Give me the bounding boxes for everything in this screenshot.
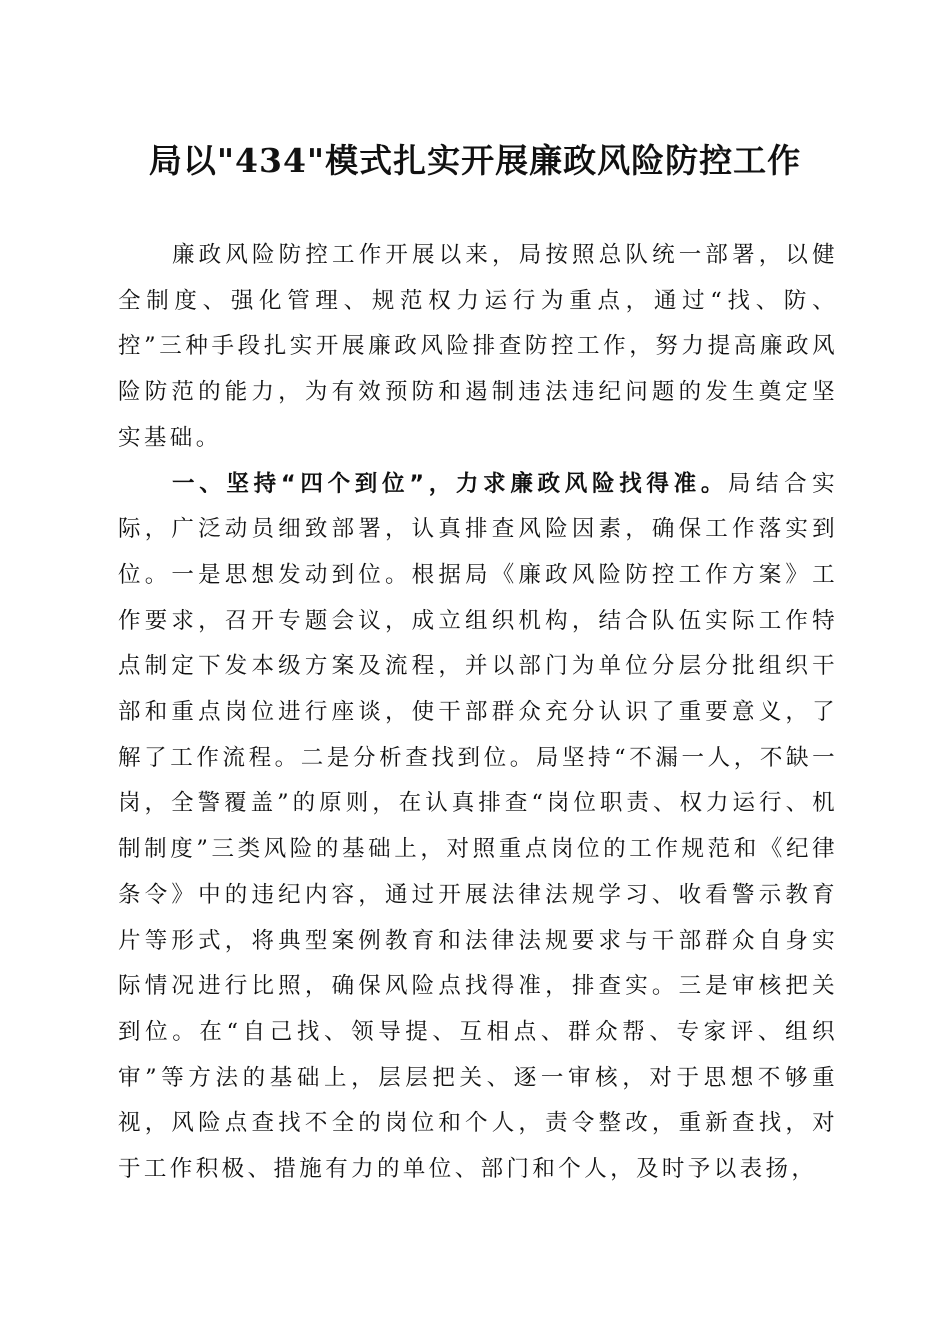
document-body: [118, 233, 838, 1193]
intro-paragraph-text: 廉政风险防控工作开展以来，局按照总队统一部署，以健全制度、强化管理、规范权力运行为重点，通过“找、防、控”三种手段扎实开展廉政风险排查防控工作，努力提高廉政风险防范的能力，为有效预防和遏制违法违纪问题的发生奠定坚实基础。: [118, 242, 838, 451]
section-one-paragraph: [118, 462, 838, 1193]
section-one-heading: 一、坚持“四个到位”，力求廉政风险找得准。: [172, 470, 729, 497]
intro-paragraph: [118, 233, 838, 462]
section-one-text: 局结合实际，广泛动员细致部署，认真排查风险因素，确保工作落实到位。一是思想发动到位。根据局《廉政风险防控工作方案》工作要求，召开专题会议，成立组织机构，结合队伍实际工作特点制定下发本级方案及流程，并以部门为单位分层分批组织干部和重点岗位进行座谈，使干部群众充分认识了重要意义，了解了工作流程。二是分析查找到位。局坚持“不漏一人，不缺一岗，全警覆盖”的原则，在认真排查“岗位职责、权力运行、机制制度”三类风险的基础上，对照重点岗位的工作规范和《纪律条令》中的违纪内容，通过开展法律法规学习、收看警示教育片等形式，将典型案例教育和法律法规要求与干部群众自身实际情况进行比照，确保风险点找得准，排查实。三是审核把关到位。在“自己找、领导提、互相点、群众帮、专家评、组织审”等方法的基础上，层层把关、逐一审核，对于思想不够重视，风险点查找不全的岗位和个人，责令整改，重新查找，对于工作积极、措施有力的单位、部门和个人，及时予以表扬，: [118, 470, 838, 1183]
document-title: 局以"434"模式扎实开展廉政风险防控工作: [148, 141, 802, 180]
